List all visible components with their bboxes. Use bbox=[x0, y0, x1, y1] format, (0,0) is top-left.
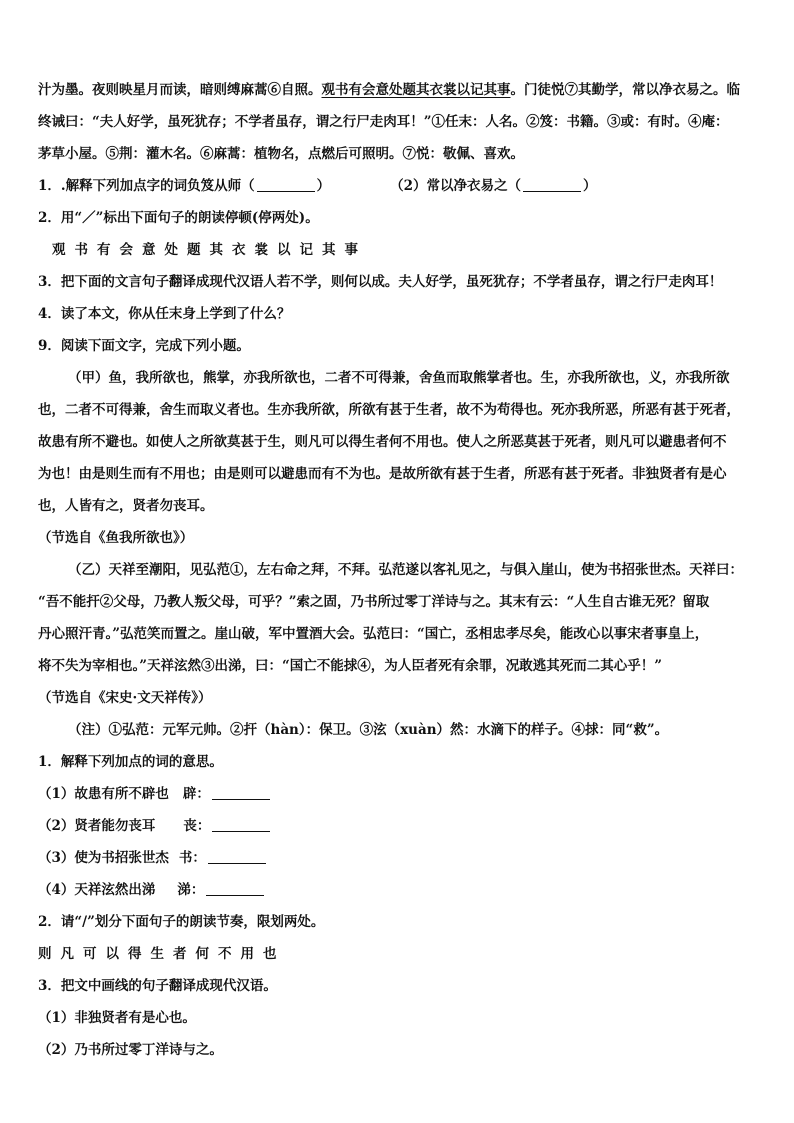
passage-yi-line: （乙）天祥至潮阳，见弘范①，左右命之拜，不拜。弘范遂以客礼见之，与俱入崖山，使为书招张世杰。天祥曰： bbox=[68, 562, 743, 578]
passage-line-2: 终诫曰：“夫人好学，虽死犹存；不学者虽存，谓之行尸走肉耳！”①任末：人名。②笈：书籍。③或：有时。④庵： bbox=[38, 114, 729, 130]
sub-question-2-sentence: 则凡可以得生者何不用也 bbox=[38, 946, 286, 962]
question-2: 2．用“／”标出下面句子的朗读停顿(停两处)。 bbox=[38, 210, 319, 226]
sub-question-3-item: （2）乃书所过零丁洋诗与之。 bbox=[38, 1042, 223, 1058]
question-9-heading: 9．阅读下面文字，完成下列小题。 bbox=[38, 338, 250, 354]
question-1-part-2: （2）常以净衣易之（ bbox=[390, 178, 521, 194]
paren-close: ） bbox=[316, 178, 331, 194]
passage-jia-line: 也，二者不可得兼，舍生而取义者也。生亦我所欲，所欲有甚于生者，故不为苟得也。死亦我所恶，所恶有甚于死者， bbox=[38, 402, 740, 418]
passage-line-3: 茅草小屋。⑤荆：灌木名。⑥麻蒿：植物名，点燃后可照明。⑦悦：敬佩、喜欢。 bbox=[38, 146, 524, 162]
answer-blank[interactable] bbox=[206, 881, 264, 896]
item-word: 书： bbox=[178, 850, 206, 866]
answer-blank[interactable] bbox=[212, 785, 270, 800]
answer-blank[interactable] bbox=[212, 817, 270, 832]
passage-jia-line: 故患有所不避也。如使人之所欲莫甚于生，则凡可以得生者何不用也。使人之所恶莫甚于死者，则凡可以避患者何不 bbox=[38, 434, 727, 450]
question-4: 4．读了本文，你从任末身上学到了什么？ bbox=[38, 306, 291, 322]
question-1-part-1: 1．.解释下列加点字的词负笈从师（ bbox=[38, 178, 255, 194]
passage-jia-line: 为也！由是则生而有不用也；由是则可以避患而有不为也。是故所欲有甚于生者，所恶有甚于死者。非独贤者有是心 bbox=[38, 466, 727, 482]
passage-yi-source: （节选自《宋史·文天祥传》） bbox=[38, 690, 212, 706]
sub-question-3: 3．把文中画线的句子翻译成现代汉语。 bbox=[38, 978, 277, 994]
sub-question-1-item bbox=[38, 874, 758, 906]
passage-jia-line: （甲）鱼，我所欲也，熊掌，亦我所欲也，二者不可得兼，舍鱼而取熊掌者也。生，亦我所欲也，义，亦我所欲 bbox=[68, 370, 730, 386]
underlined-sentence: 观书有会意处题其衣裳以记其事 bbox=[321, 82, 511, 98]
sub-question-3-item: （1）非独贤者有是心也。 bbox=[38, 1010, 196, 1026]
exam-page bbox=[38, 74, 758, 1066]
passage-yi-line: “吾不能扞②父母，乃教人叛父母，可乎？”索之固，乃书所过零丁洋诗与之。其末有云：“人生自古谁无死？留取 bbox=[38, 594, 710, 610]
passage-text: 。门徒悦⑦其勤学，常以净衣易之。临 bbox=[510, 82, 740, 98]
sub-question-1-item bbox=[38, 778, 758, 810]
item-sentence: （3）使为书招张世杰 bbox=[38, 850, 169, 866]
item-sentence: （4）天祥泫然出涕 bbox=[38, 882, 156, 898]
passage-jia-line: 也，人皆有之，贤者勿丧耳。 bbox=[38, 498, 214, 514]
passage-text: 汁为墨。夜则映星月而读，暗则缚麻蒿⑥自照。 bbox=[38, 82, 322, 98]
passage-line-1 bbox=[38, 74, 758, 106]
sub-question-1-item bbox=[38, 810, 758, 842]
annotation-note: （注）①弘范：元军元帅。②扞（hàn）：保卫。③泫（xuàn）然：水滴下的样子。④捄：同“救”。 bbox=[68, 722, 669, 738]
question-1 bbox=[38, 170, 758, 202]
sub-question-2: 2．请“/”划分下面句子的朗读节奏，限划两处。 bbox=[38, 914, 325, 930]
answer-blank[interactable] bbox=[523, 177, 581, 192]
item-word: 丧： bbox=[183, 818, 211, 834]
paren-close: ） bbox=[583, 178, 597, 194]
item-word: 涕： bbox=[177, 882, 205, 898]
question-3: 3．把下面的文言句子翻译成现代汉语人若不学，则何以成。夫人好学，虽死犹存；不学者虽存，谓之行尸走肉耳！ bbox=[38, 274, 723, 290]
question-2-sentence: 观书有会意处题其衣裳以记其事 bbox=[52, 242, 367, 258]
sub-question-1-item bbox=[38, 842, 758, 874]
passage-yi-line: 丹心照汗青。”弘范笑而置之。崖山破，军中置酒大会。弘范曰：“国亡，丞相忠孝尽矣，能改心以事宋者事皇上， bbox=[38, 626, 709, 642]
answer-blank[interactable] bbox=[257, 177, 315, 192]
item-sentence: （1）故患有所不辟也 bbox=[38, 786, 169, 802]
item-word: 辟： bbox=[182, 786, 210, 802]
passage-jia-source: （节选自《鱼我所欲也》） bbox=[38, 530, 194, 546]
passage-yi-line: 将不失为宰相也。”天祥泫然③出涕，曰：“国亡不能捄④，为人臣者死有余罪，况敢逃其死而二其心乎！” bbox=[38, 658, 663, 674]
item-sentence: （2）贤者能勿丧耳 bbox=[38, 818, 156, 834]
sub-question-1: 1．解释下列加点的词的意思。 bbox=[38, 754, 223, 770]
answer-blank[interactable] bbox=[208, 849, 266, 864]
